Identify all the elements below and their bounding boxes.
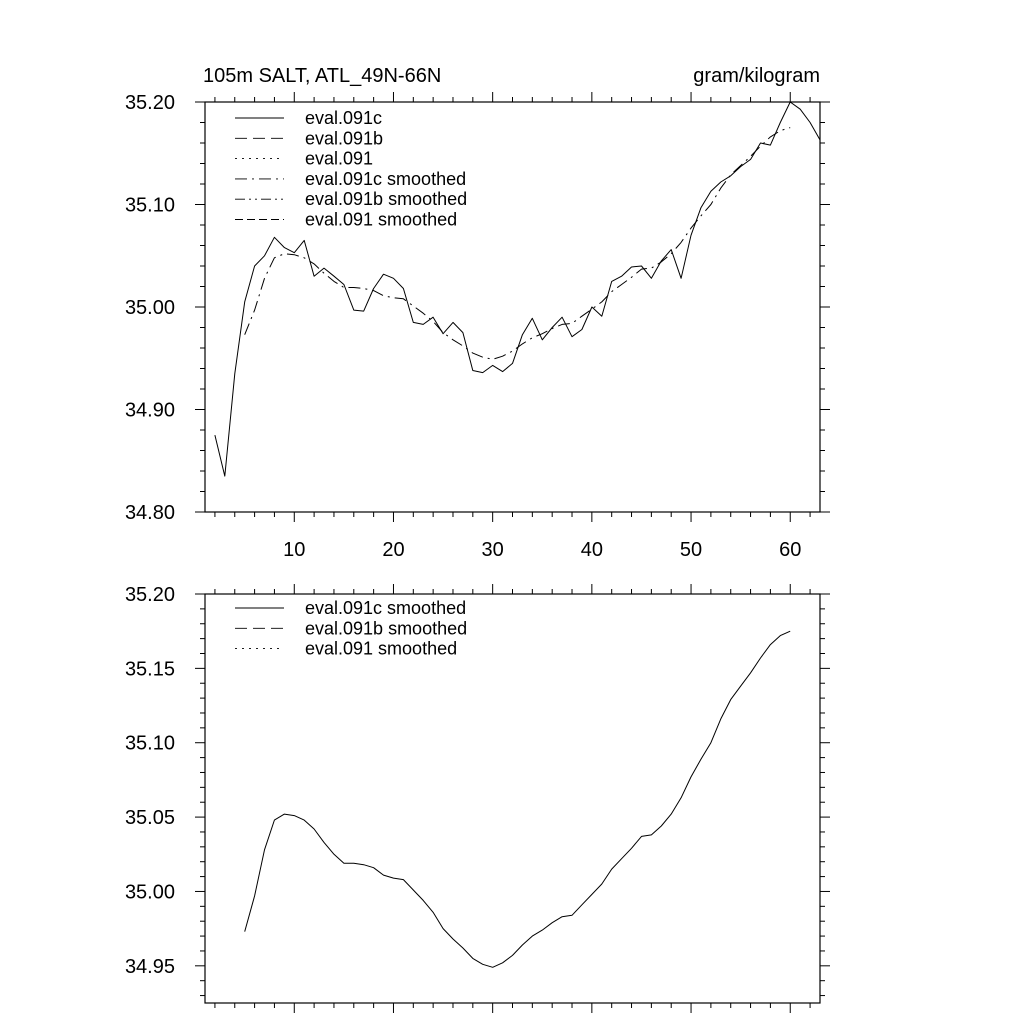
series-line <box>245 631 791 967</box>
legend-entry: eval.091b <box>305 128 384 149</box>
y-tick-label: 34.95 <box>124 955 175 978</box>
y-tick-label: 35.20 <box>124 92 175 114</box>
x-tick-label: 50 <box>679 539 703 561</box>
y-tick-label: 35.00 <box>124 881 175 904</box>
x-tick-label: 20 <box>382 539 405 561</box>
legend-entry: eval.091 smoothed <box>305 209 458 230</box>
y-tick-label: 34.80 <box>124 502 175 524</box>
x-tick-label: 10 <box>283 539 306 561</box>
units-label: gram/kilogram <box>693 65 820 87</box>
legend-entry: eval.091c <box>305 108 383 128</box>
y-tick-label: 34.90 <box>124 399 175 422</box>
y-tick-label: 35.15 <box>124 658 175 681</box>
x-tick-label: 40 <box>580 539 603 561</box>
top-panel <box>125 65 830 561</box>
plot-frame <box>205 102 820 512</box>
plot-frame <box>205 594 820 1003</box>
y-tick-label: 35.10 <box>124 194 175 217</box>
legend-entry: eval.091b smoothed <box>305 189 468 210</box>
x-tick-label: 30 <box>481 539 504 561</box>
y-tick-label: 35.05 <box>124 807 175 830</box>
legend-entry: eval.091 <box>305 148 374 169</box>
legend-entry: eval.091b smoothed <box>305 618 468 639</box>
legend-entry: eval.091c smoothed <box>305 598 467 618</box>
legend-entry: eval.091c smoothed <box>305 168 467 189</box>
y-tick-label: 35.10 <box>124 732 175 755</box>
chart-title: 105m SALT, ATL_49N-66N <box>203 65 442 87</box>
legend-entry: eval.091 smoothed <box>305 638 458 659</box>
bottom-panel <box>125 584 830 1013</box>
y-tick-label: 35.20 <box>124 584 175 606</box>
x-tick-label: 60 <box>779 539 802 561</box>
y-tick-label: 35.00 <box>124 297 175 319</box>
